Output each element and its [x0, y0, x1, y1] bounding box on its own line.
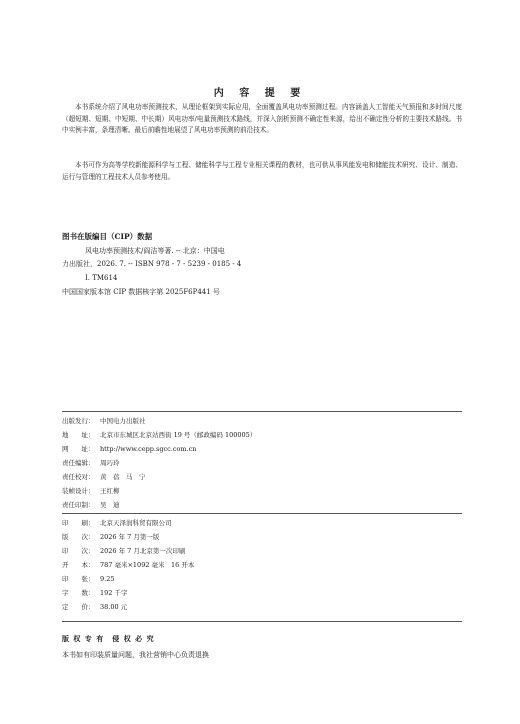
- address-row: 地 址： 北京市东城区北京站西街 19 号（邮政编码 100005）: [62, 431, 257, 439]
- divider-bottom: [62, 621, 462, 622]
- proofreader-row: 责任校对： 黄 蓓 马 宁: [62, 473, 146, 481]
- format-row: 开 本： 787 毫米×1092 毫米 16 开本: [62, 561, 195, 569]
- printer-row: 印 刷： 北京天泽润科贸有限公司: [62, 519, 172, 527]
- summary-paragraph-2: 本书可作为高等学校新能源科学与工程、储能科学与工程专业相关课程的教材，也可供从事风能发电和储能技术研究、设计、制造、运行与管理的工程技术人员参考使用。: [62, 161, 462, 181]
- divider-middle: [62, 513, 462, 514]
- price-row: 定 价： 38.00 元: [62, 603, 128, 611]
- cip-line-4: 中国国家版本馆 CIP 数据核字第 2025F6P441 号: [62, 288, 220, 296]
- cip-heading: 图书在版编目（CIP）数据: [62, 232, 153, 241]
- website-link[interactable]: http://www.cepp.sgcc.com.cn: [100, 445, 197, 453]
- summary-paragraph-1: 本书系统介绍了风电功率预测技术，从理论框架到实际应用，全面覆盖风电功率预测过程。内容涵盖人工智能天气预报和多时间尺度（超短期、短期、中短期、中长期）风电功率/电量预测技术路线，并深入剖析预测不确定性来源，给出不确定性分析的主要技术路线。书中实例丰富，条理清晰。最后前瞻性地展望了风电功率预测的前沿技术。: [62, 103, 462, 135]
- publisher-row: 出版发行： 中国电力出版社: [62, 417, 146, 425]
- cip-line-1: 风电功率预测技术/阎洁等著. -- 北京：中国电: [85, 247, 225, 255]
- cip-line-3: Ⅰ. TM614: [85, 274, 118, 282]
- impression-row: 印 次： 2026 年 7 月北京第一次印刷: [62, 547, 186, 555]
- quality-notice: 本书如有印装质量问题，我社营销中心负责退换: [62, 651, 209, 659]
- summary-title: 内 容 提 要: [213, 88, 307, 99]
- website-row: 网 址： http://www.cepp.sgcc.com.cn: [62, 445, 197, 453]
- edition-row: 版 次： 2026 年 7 月第一版: [62, 533, 160, 541]
- cip-line-2: 力出版社，2026. 7. -- ISBN 978 - 7 - 5239 - 0185 - 4: [62, 260, 242, 268]
- designer-row: 装帧设计： 王红柳: [62, 487, 120, 495]
- sheets-row: 印 张： 9.25: [62, 575, 115, 583]
- word-count-row: 字 数： 192 千字: [62, 589, 128, 597]
- print-supervisor-row: 责任印制： 吴 迪: [62, 501, 120, 509]
- editor-row: 责任编辑： 周巧玲: [62, 459, 120, 467]
- divider-top: [62, 411, 462, 412]
- copyright-notice: 版 权 专 有 侵 权 必 究: [62, 634, 155, 643]
